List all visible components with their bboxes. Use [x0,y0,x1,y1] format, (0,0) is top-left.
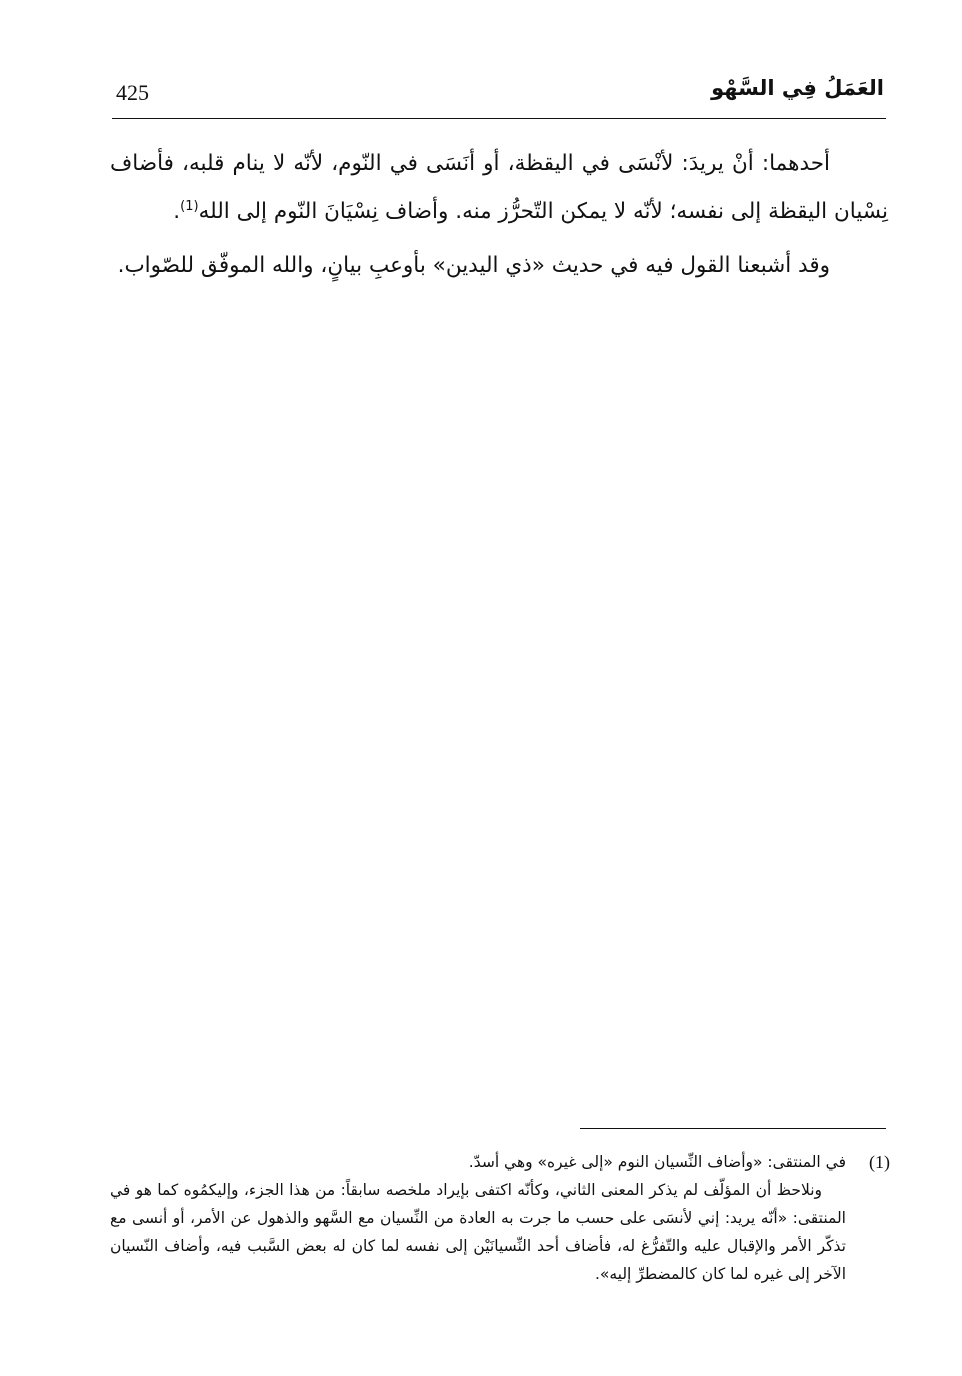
footnotes [110,1148,890,1288]
paragraph-text: وقد أشبعنا القول فيه في حديث «ذي اليدين» بأوعبِ بيانٍ، والله الموفّق للصّواب. [117,253,830,278]
paragraph [110,140,888,236]
page-number: 425 [116,80,149,105]
footnote-reference[interactable]: (1) [180,198,199,214]
footnote-line: ونلاحظ أن المؤلّف لم يذكر المعنى الثاني، وكأنّه اكتفى بإيراد ملخصه سابقاً: من هذا الجزء، وإليكمُوه كما هو في المنتقى: «أنّه يريد: إني لأنسَى على حسب ما جرت به العادة من النِّسيان مع السَّهو والذهول عن الأمر، أو أنسى مع تذكّر الأمر والإقبال عليه والتّفرُّغ له، فأضاف أحد النِّسيانَيْن إلى نفسه لما كان له بعض السَّبب فيه، وأضاف النّسيان الآخر إلى غيره لما كان كالمضطرِّ إليه». [110,1181,846,1283]
paragraph-tail: . [173,199,181,224]
paragraph [110,242,888,290]
paragraph-text: أحدهما: أنْ يريدَ: لأنْسَى في اليقظة، أو أنَسَى في النّوم، لأنّه لا ينام قلبه، فأضاف نِسْيان اليقظة إلى نفسه؛ لأنّه لا يمكن التّحرُّز منه. وأضاف نِسْيَانَ النّوم إلى الله [110,151,888,224]
footnote-body [110,1148,846,1288]
footnote-line: في المنتقى: «وأضاف النِّسيان النوم «إلى غيره» وهي أسدّ. [468,1153,846,1171]
footnote-marker: (1) [869,1152,890,1172]
footnote [110,1148,890,1288]
running-title: العَمَلُ فِي السَّهْو [711,76,884,100]
header-rule [112,118,886,119]
page-header [112,70,886,110]
footnote-separator [580,1128,886,1129]
main-text [110,140,888,296]
